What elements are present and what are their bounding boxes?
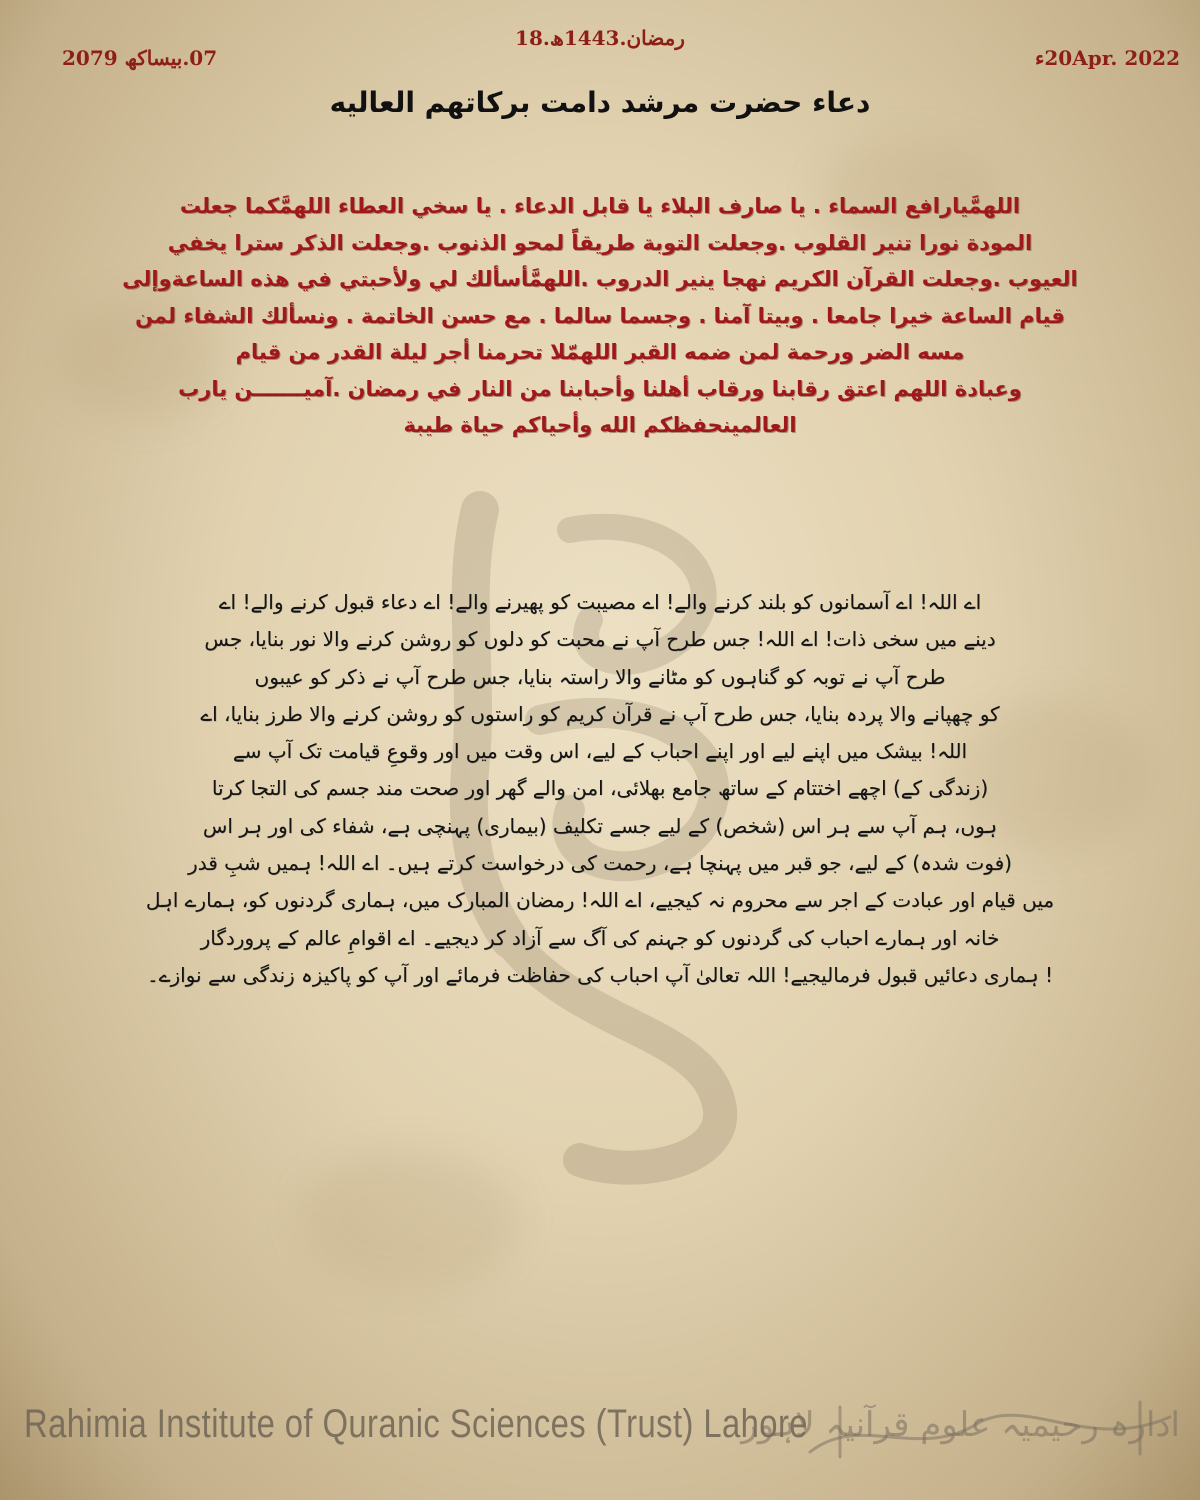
gregorian-date: 20Apr. 2022ء xyxy=(1034,46,1180,70)
urdu-line: (زندگی کے) اچھے اختتام کے ساتھ جامع بھلائی، امن والے گھر اور صحت مند جسم کی التجا کرتا xyxy=(211,776,989,801)
hijri-date: 18.رمضان.1443ھ xyxy=(515,26,685,50)
urdu-line: میں قیام اور عبادت کے اجر سے محروم نہ کیجیے، اے اللہ! رمضان المبارک میں، ہماری گردنوں کو، ہمارے اہل xyxy=(145,888,1055,913)
page-title: دعاء حضرت مرشد دامت برکاتھم العالیه xyxy=(329,86,871,119)
arabic-line: المودة نورا تنير القلوب .وجعلت التوبة طريقاً لمحو الذنوب .وجعلت الذكر سترا يخفي xyxy=(167,230,1033,255)
arabic-dua xyxy=(110,188,1090,444)
institute-calligraphy-logo-icon xyxy=(741,1392,1180,1472)
arabic-line: العيوب .وجعلت القرآن الكريم نهجا ينير الدروب .اللهمَّأسألك لي ولأحبتي في هذه الساعةوإلى xyxy=(122,267,1078,291)
institute-name: Rahimia Institute of Quranic Sciences (Trust) Lahore xyxy=(24,1402,808,1446)
urdu-line: دینے میں سخی ذات! اے اللہ! جس طرح آپ نے محبت کو دلوں کو روشن کرنے والا نور بنایا، جس xyxy=(204,627,996,652)
arabic-line: اللهمَّيارافع السماء . يا صارف البلاء يا قابل الدعاء . يا سخي العطاء اللهمَّكما جعلت xyxy=(179,194,1021,218)
urdu-line: اللہ! بیشک میں اپنے لیے اور اپنے احباب کے لیے، اس وقت میں اور وقوعِ قیامت تک آپ سے xyxy=(232,739,968,764)
urdu-line: طرح آپ نے توبہ کو گناہوں کو مٹانے والا راستہ بنایا، جس طرح آپ نے ذکر کو عیبوں xyxy=(254,664,946,689)
urdu-line: اے اللہ! اے آسمانوں کو بلند کرنے والے! اے مصیبت کو پھیرنے والے! اے دعاء قبول کرنے والے! اے xyxy=(218,590,982,614)
urdu-translation xyxy=(100,584,1100,994)
arabic-line: العالمينحفظكم الله وأحياكم حياة طيبة xyxy=(403,413,797,437)
urdu-line: کو چھپانے والا پردہ بنایا، جس طرح آپ نے قرآن کریم کو راستوں کو روشن کرنے والا طرز بنایا، اے xyxy=(200,701,1000,726)
arabic-line: قيام الساعة خيرا جامعا . وبيتا آمنا . وجسما سالما . مع حسن الخاتمة . ونسألك الشفاء لمن xyxy=(135,303,1065,328)
urdu-line: ہوں، ہم آپ سے ہر اس (شخص) کے لیے جسے تکلیف (بیماری) پہنچی ہے، شفاء کی اور ہر اس xyxy=(202,813,998,838)
logo-text: ادارہ رحیمیہ علوم قرآنیہ لاہور xyxy=(741,1405,1180,1445)
urdu-line: ! ہماری دعائیں قبول فرمالیجیے! اللہ تعالیٰ آپ احباب کی حفاظت فرمائے اور آپ کو پاکیزہ زندگی سے نوازے۔ xyxy=(147,962,1053,987)
urdu-line: خانہ اور ہمارے احباب کی گردنوں کو جہنم کی آگ سے آزاد کر دیجیے۔ اے اقوامِ عالم کے پروردگار xyxy=(200,925,1000,950)
arabic-line: مسه الضر ورحمة لمن ضمه القبر اللهمّلا تحرمنا أجر ليلة القدر من قيام xyxy=(235,340,965,364)
bikrami-date: 07.بیساکھ 2079 xyxy=(62,46,218,70)
urdu-line: (فوت شدہ) کے لیے، جو قبر میں پہنچا ہے، رحمت کی درخواست کرتے ہیں۔ اے اللہ! ہمیں شبِ قدر xyxy=(188,851,1012,876)
arabic-line: وعبادة اللهم اعتق رقابنا ورقاب أهلنا وأحبابنا من النار في رمضان .آميـــــــن يارب xyxy=(178,376,1022,401)
